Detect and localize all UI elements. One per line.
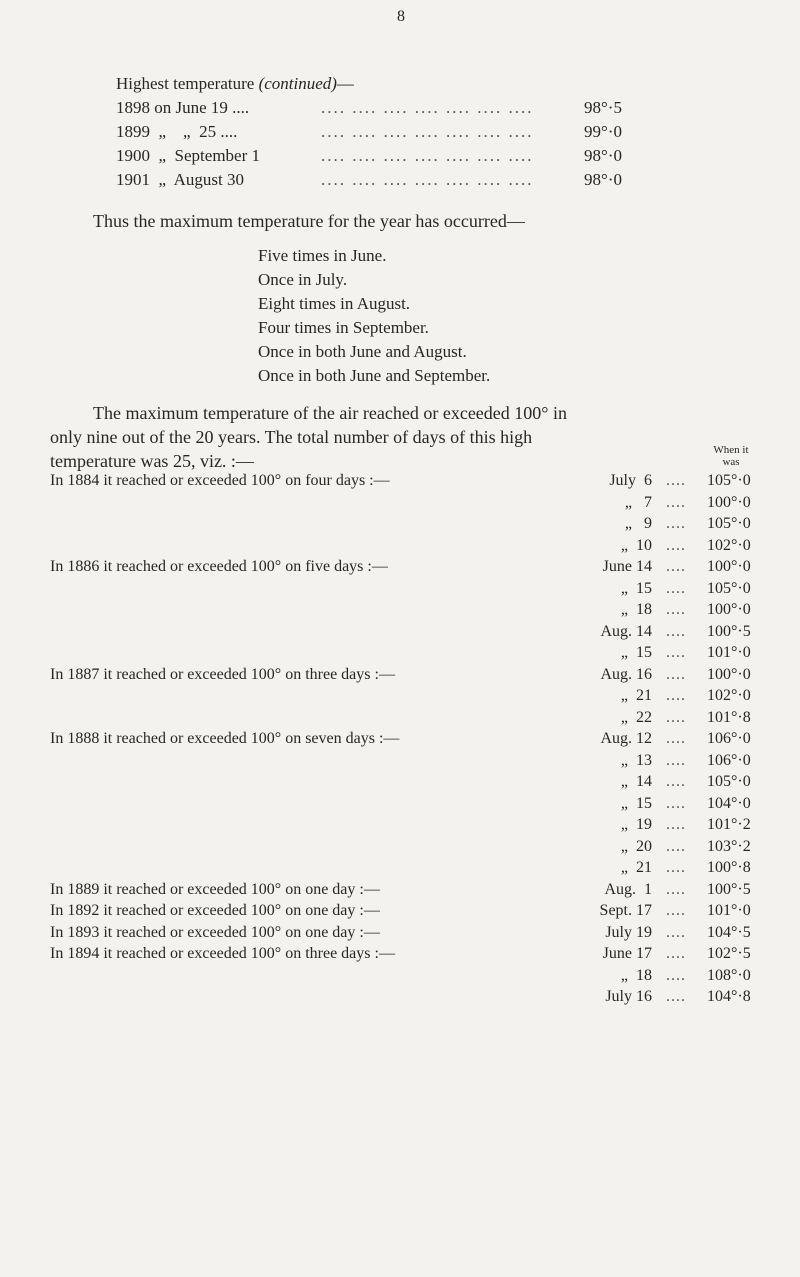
- leader-dots: ....: [666, 880, 686, 898]
- row-label: 1899 „ „ 25 ....: [116, 122, 238, 141]
- row-description: In 1887 it reached or exceeded 100° on three days :—: [50, 665, 395, 683]
- row-label: 1898 on June 19 ....: [116, 98, 250, 117]
- leader-dots: ....: [666, 708, 686, 726]
- leader-dots: ....: [666, 945, 686, 962]
- table-row: [0, 773, 800, 795]
- row-value: 105°·0: [707, 773, 751, 790]
- leader-dots: ....: [666, 923, 686, 941]
- row-date: „ 14: [620, 773, 652, 790]
- row-value: 103°·2: [707, 837, 751, 855]
- occurrence-item: Five times in June.: [258, 246, 387, 265]
- row-value: 100°·0: [707, 665, 751, 683]
- row-label: 1900 „ September 1: [116, 146, 260, 165]
- row-value: 104°·0: [707, 794, 751, 812]
- leader-dots: .... .... .... .... .... .... ....: [321, 170, 534, 189]
- row-date: „ 22: [620, 708, 652, 726]
- table-row: [0, 902, 800, 924]
- occurrence-item: Four times in September.: [258, 318, 429, 337]
- section-heading: [116, 74, 354, 94]
- row-description: In 1893 it reached or exceeded 100° on one day :—: [50, 923, 380, 941]
- row-description: In 1889 it reached or exceeded 100° on one day :—: [50, 880, 380, 898]
- table-row: [0, 580, 800, 602]
- row-value: 102°·0: [707, 536, 751, 554]
- heading-tail: —: [336, 74, 354, 93]
- table-row: [0, 623, 800, 645]
- table-row: [0, 515, 800, 537]
- table-row: [0, 816, 800, 838]
- row-value: 100°·0: [707, 601, 751, 618]
- leader-dots: ....: [666, 837, 686, 855]
- leader-dots: ....: [666, 536, 686, 554]
- table-row: [0, 558, 800, 580]
- leader-dots: ....: [666, 601, 686, 618]
- row-value: 100°·8: [707, 859, 751, 876]
- leader-dots: ....: [666, 515, 686, 532]
- occurrence-item: Once in July.: [258, 270, 348, 289]
- leader-dots: ....: [666, 665, 686, 683]
- occurrence-item: Eight times in August.: [258, 294, 411, 313]
- row-description: In 1892 it reached or exceeded 100° on one day :—: [50, 902, 380, 919]
- table-row: [0, 881, 800, 903]
- row-value: 106°·0: [707, 730, 751, 747]
- row-value: 99°·0: [584, 122, 622, 141]
- row-value: 105°·0: [707, 515, 751, 532]
- paragraph-line: temperature was 25, viz. :—: [50, 451, 254, 471]
- heading-main: Highest temperature: [116, 74, 259, 93]
- thus-line: Thus the maximum temperature for the year has occurred—: [93, 211, 525, 231]
- table-row: [0, 924, 800, 946]
- occurrence-item: Once in both June and August.: [258, 342, 467, 361]
- row-value: 104°·5: [707, 923, 751, 941]
- occurrence-item: Once in both June and September.: [258, 366, 491, 385]
- row-date: „ 10: [620, 536, 652, 554]
- row-value: 105°·0: [707, 579, 751, 597]
- table-row: [0, 730, 800, 752]
- leader-dots: ....: [666, 988, 686, 1005]
- row-value: 108°·0: [707, 966, 751, 984]
- row-value: 102°·0: [707, 687, 751, 704]
- table-row: [0, 537, 800, 559]
- row-description: In 1894 it reached or exceeded 100° on three days :—: [50, 945, 395, 962]
- row-date: July 6: [609, 472, 652, 489]
- row-date: „ 18: [620, 966, 652, 984]
- leader-dots: ....: [666, 794, 686, 812]
- row-date: „ 15: [620, 794, 652, 812]
- row-date: July 19: [605, 923, 652, 941]
- table-row: [0, 472, 800, 494]
- table-row: [0, 859, 800, 881]
- row-value: 100°·0: [707, 493, 751, 511]
- leader-dots: ....: [666, 966, 686, 984]
- row-date: Sept. 17: [599, 902, 652, 919]
- row-date: Aug. 12: [600, 730, 652, 747]
- row-date: July 16: [605, 988, 652, 1005]
- row-value: 98°·0: [584, 146, 622, 165]
- leader-dots: .... .... .... .... .... .... ....: [321, 98, 534, 117]
- row-description: In 1888 it reached or exceeded 100° on seven days :—: [50, 730, 400, 747]
- leader-dots: ....: [666, 622, 686, 640]
- leader-dots: ....: [666, 773, 686, 790]
- row-date: June 14: [602, 558, 652, 575]
- leader-dots: ....: [666, 751, 686, 769]
- page-number: 8: [397, 8, 405, 25]
- row-date: „ 21: [620, 687, 652, 704]
- table-row: [0, 644, 800, 666]
- row-value: 101°·8: [707, 708, 751, 726]
- row-date: „ 18: [620, 601, 652, 618]
- table-row: [0, 666, 800, 688]
- row-date: Aug. 14: [600, 622, 652, 640]
- leader-dots: ....: [666, 816, 686, 833]
- row-value: 98°·5: [584, 98, 622, 117]
- when-it-was-header: [705, 444, 757, 468]
- row-date: „ 15: [620, 579, 652, 597]
- leader-dots: ....: [666, 644, 686, 661]
- table-row: [0, 795, 800, 817]
- row-value: 101°·0: [707, 902, 751, 919]
- leader-dots: ....: [666, 902, 686, 919]
- row-date: „ 20: [620, 837, 652, 855]
- paragraph-line: The maximum temperature of the air reached or exceeded 100° in: [93, 403, 567, 423]
- row-date: „ 9: [624, 515, 652, 532]
- row-description: In 1884 it reached or exceeded 100° on four days :—: [50, 472, 390, 489]
- table-row: [0, 494, 800, 516]
- leader-dots: .... .... .... .... .... .... ....: [321, 146, 534, 165]
- table-row: [0, 687, 800, 709]
- row-label: 1901 „ August 30: [116, 170, 244, 189]
- leader-dots: ....: [666, 687, 686, 704]
- table-row: [0, 988, 800, 1010]
- leader-dots: ....: [666, 730, 686, 747]
- row-date: „ 19: [620, 816, 652, 833]
- row-value: 100°·0: [707, 558, 751, 575]
- row-date: Aug. 16: [600, 665, 652, 683]
- when-header-line: was: [722, 456, 740, 468]
- highest-temp-row: [116, 146, 676, 170]
- table-row: [0, 601, 800, 623]
- highest-temp-row: [116, 122, 676, 146]
- leader-dots: ....: [666, 493, 686, 511]
- heading-italic: (continued): [258, 74, 337, 93]
- row-value: 102°·5: [707, 945, 751, 962]
- row-value: 101°·0: [707, 644, 751, 661]
- table-row: [0, 709, 800, 731]
- row-value: 98°·0: [584, 170, 622, 189]
- leader-dots: .... .... .... .... .... .... ....: [321, 122, 534, 141]
- leader-dots: ....: [666, 472, 686, 489]
- row-date: Aug. 1: [604, 880, 652, 898]
- row-date: June 17: [602, 945, 652, 962]
- leader-dots: ....: [666, 579, 686, 597]
- leader-dots: ....: [666, 859, 686, 876]
- row-date: „ 15: [620, 644, 652, 661]
- paragraph-line: only nine out of the 20 years. The total number of days of this high: [50, 427, 533, 447]
- row-value: 101°·2: [707, 816, 751, 833]
- leader-dots: ....: [666, 558, 686, 575]
- row-value: 104°·8: [707, 988, 751, 1005]
- row-date: „ 21: [620, 859, 652, 876]
- row-date: „ 7: [624, 493, 652, 511]
- highest-temp-row: [116, 98, 676, 122]
- table-row: [0, 752, 800, 774]
- table-row: [0, 967, 800, 989]
- row-value: 100°·5: [707, 880, 751, 898]
- highest-temp-row: [116, 170, 676, 194]
- row-value: 105°·0: [707, 472, 751, 489]
- row-date: „ 13: [620, 751, 652, 769]
- row-value: 100°·5: [707, 622, 751, 640]
- row-value: 106°·0: [707, 751, 751, 769]
- table-row: [0, 838, 800, 860]
- table-row: [0, 945, 800, 967]
- row-description: In 1886 it reached or exceeded 100° on five days :—: [50, 558, 388, 575]
- when-header-line: When it: [713, 444, 749, 456]
